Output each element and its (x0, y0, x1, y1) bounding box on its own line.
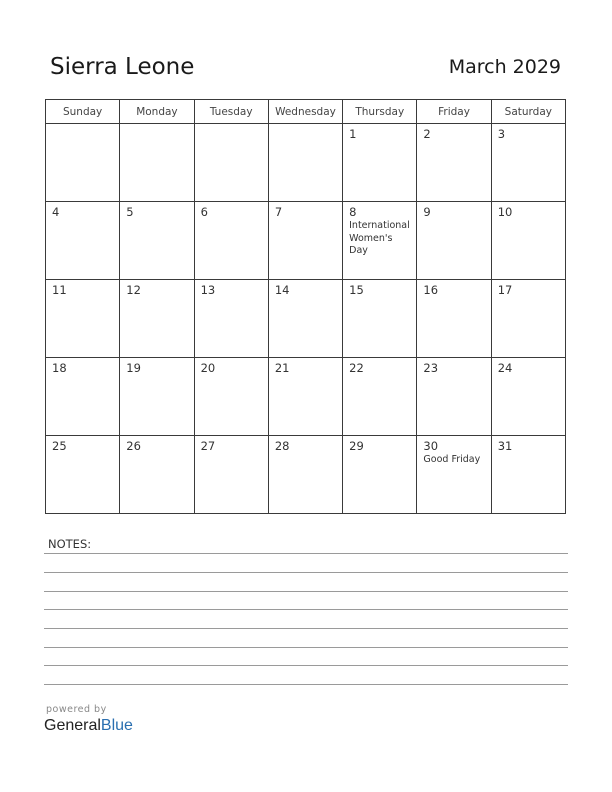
day-cell (120, 280, 194, 358)
week-row (46, 436, 566, 514)
notes-line (44, 665, 568, 666)
day-cell (46, 202, 120, 280)
notes-line (44, 553, 568, 554)
day-cell (343, 280, 417, 358)
day-number: 9 (423, 205, 431, 219)
day-cell (417, 202, 491, 280)
day-number: 8 (349, 205, 357, 219)
day-cell (120, 436, 194, 514)
day-number: 21 (274, 361, 290, 375)
notes-line (44, 591, 568, 592)
day-cell (417, 358, 491, 436)
day-cell (268, 358, 342, 436)
day-number: 29 (349, 439, 364, 453)
day-number: 24 (497, 361, 513, 375)
weekday-monday: Monday (120, 100, 194, 124)
day-number: 31 (497, 439, 513, 453)
day-cell (268, 202, 342, 280)
day-cell (120, 124, 194, 202)
day-number: 28 (274, 439, 290, 453)
day-cell (46, 280, 120, 358)
day-cell (268, 124, 342, 202)
day-number: 12 (126, 283, 141, 297)
day-cell (417, 280, 491, 358)
day-cell (268, 436, 342, 514)
day-cell (491, 124, 565, 202)
day-cell (491, 358, 565, 436)
week-row (46, 202, 566, 280)
notes-line (44, 628, 568, 629)
day-number: 11 (52, 283, 67, 297)
powered-by-text: powered by (46, 704, 107, 715)
day-cell (194, 202, 268, 280)
day-number: 19 (126, 361, 141, 375)
weekday-friday: Friday (417, 100, 491, 124)
day-cell (491, 280, 565, 358)
day-number: 15 (349, 283, 364, 297)
day-cell (46, 358, 120, 436)
brand-blue: Blue (100, 717, 133, 734)
day-number: 25 (52, 439, 67, 453)
day-cell (417, 436, 491, 514)
notes-line (44, 609, 568, 610)
day-number: 30 (423, 439, 439, 453)
day-cell (194, 124, 268, 202)
day-number: 7 (274, 205, 283, 219)
day-cell (343, 202, 417, 280)
day-number: 20 (200, 361, 216, 375)
day-cell (417, 124, 491, 202)
day-cell (194, 280, 268, 358)
holiday-label: Good Friday (423, 454, 481, 465)
day-cell (194, 436, 268, 514)
day-number: 1 (349, 127, 357, 141)
week-row (46, 280, 566, 358)
day-number: 27 (200, 439, 216, 453)
brand-general: General (44, 717, 101, 734)
week-row (46, 358, 566, 436)
day-cell (343, 124, 417, 202)
weekday-saturday: Saturday (491, 100, 565, 124)
day-number: 3 (497, 127, 506, 141)
day-cell (343, 358, 417, 436)
day-number: 22 (349, 361, 364, 375)
day-cell (491, 202, 565, 280)
weekday-sunday: Sunday (46, 100, 120, 124)
notes-line (44, 647, 568, 648)
day-cell (46, 436, 120, 514)
day-number: 14 (274, 283, 290, 297)
country-title: Sierra Leone (50, 54, 195, 80)
day-number: 4 (52, 205, 60, 219)
day-number: 2 (423, 127, 431, 141)
notes-label: NOTES: (48, 537, 92, 551)
day-cell (268, 280, 342, 358)
day-number: 16 (423, 283, 439, 297)
day-number: 13 (200, 283, 216, 297)
day-number: 23 (423, 361, 439, 375)
day-cell (343, 436, 417, 514)
week-row (46, 124, 566, 202)
calendar-grid (45, 99, 566, 514)
day-cell (194, 358, 268, 436)
day-number: 17 (497, 283, 513, 297)
month-title: March 2029 (448, 56, 561, 78)
day-cell (120, 202, 194, 280)
day-number: 18 (52, 361, 67, 375)
weekday-header-row (46, 100, 566, 124)
day-cell (46, 124, 120, 202)
day-cell (491, 436, 565, 514)
weekday-tuesday: Tuesday (194, 100, 268, 124)
day-number: 10 (497, 205, 513, 219)
generalblue-logo[interactable] (44, 717, 133, 735)
day-number: 5 (126, 205, 134, 219)
weekday-thursday: Thursday (343, 100, 417, 124)
day-number: 6 (200, 205, 208, 219)
day-number: 26 (126, 439, 141, 453)
weekday-wednesday: Wednesday (268, 100, 342, 124)
notes-line (44, 684, 568, 685)
holiday-label: International Women's Day (349, 220, 410, 256)
day-cell (120, 358, 194, 436)
notes-line (44, 572, 568, 573)
